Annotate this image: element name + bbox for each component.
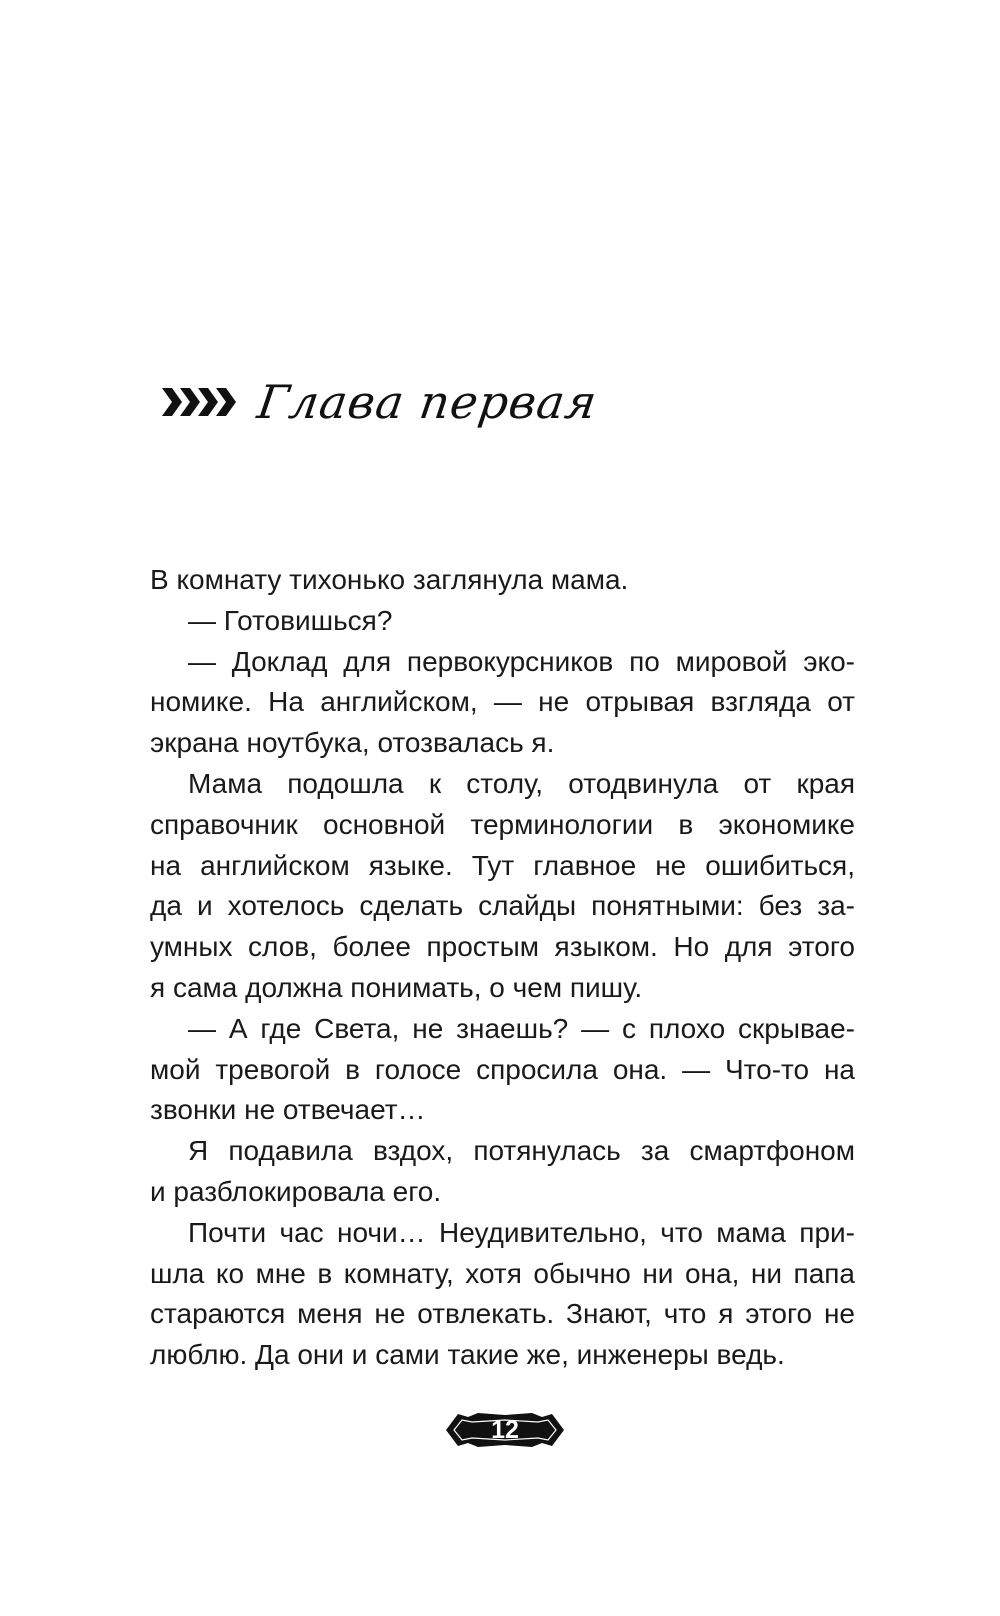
text-line: Мама подошла к столу, отодвинула от края bbox=[188, 767, 855, 799]
text-line: мой тревогой в голосе спросила она. — Что-то на bbox=[150, 1053, 855, 1085]
text-line: Почти час ночи… Неудивительно, что мама при- bbox=[188, 1216, 855, 1248]
text-line: В комнату тихонько заглянула мама. bbox=[150, 564, 629, 595]
chapter-title: Глава первая bbox=[254, 375, 601, 429]
chapter-header bbox=[160, 362, 601, 442]
page-badge bbox=[440, 1408, 570, 1452]
text-line: экрана ноутбука, отозвалась я. bbox=[150, 727, 555, 759]
text-line: справочник основной терминологии в экономике bbox=[150, 808, 855, 840]
text-line: и разблокировала его. bbox=[150, 1175, 442, 1207]
text-line: звонки не отвечает… bbox=[150, 1094, 426, 1126]
chevrons-right-icon bbox=[160, 382, 240, 422]
page-number: 12 bbox=[491, 1416, 519, 1444]
text-line: да и хотелось сделать слайды понятными: без за- bbox=[150, 890, 855, 922]
text-line: номике. На английском, — не отрывая взгляда от bbox=[150, 686, 855, 718]
text-line: — Готовишься? bbox=[188, 604, 393, 636]
text-line: люблю. Да они и сами такие же, инженеры ведь. bbox=[150, 1339, 785, 1371]
text-line: я сама должна понимать, о чем пишу. bbox=[150, 971, 643, 1003]
text-line: на английском языке. Тут главное не ошибиться, bbox=[150, 849, 855, 881]
text-line: стараются меня не отвлекать. Знают, что я этого не bbox=[150, 1298, 855, 1330]
text-line: шла ко мне в комнату, хотя обычно ни она, ни папа bbox=[150, 1257, 855, 1289]
body-text bbox=[150, 560, 855, 1376]
text-line: — Доклад для первокурсников по мировой эко- bbox=[188, 645, 855, 677]
text-line: — А где Света, не знаешь? — с плохо скрывае- bbox=[188, 1012, 855, 1044]
text-line: Я подавила вздох, потянулась за смартфоном bbox=[188, 1135, 855, 1167]
text-line: умных слов, более простым языком. Но для этого bbox=[150, 931, 855, 963]
